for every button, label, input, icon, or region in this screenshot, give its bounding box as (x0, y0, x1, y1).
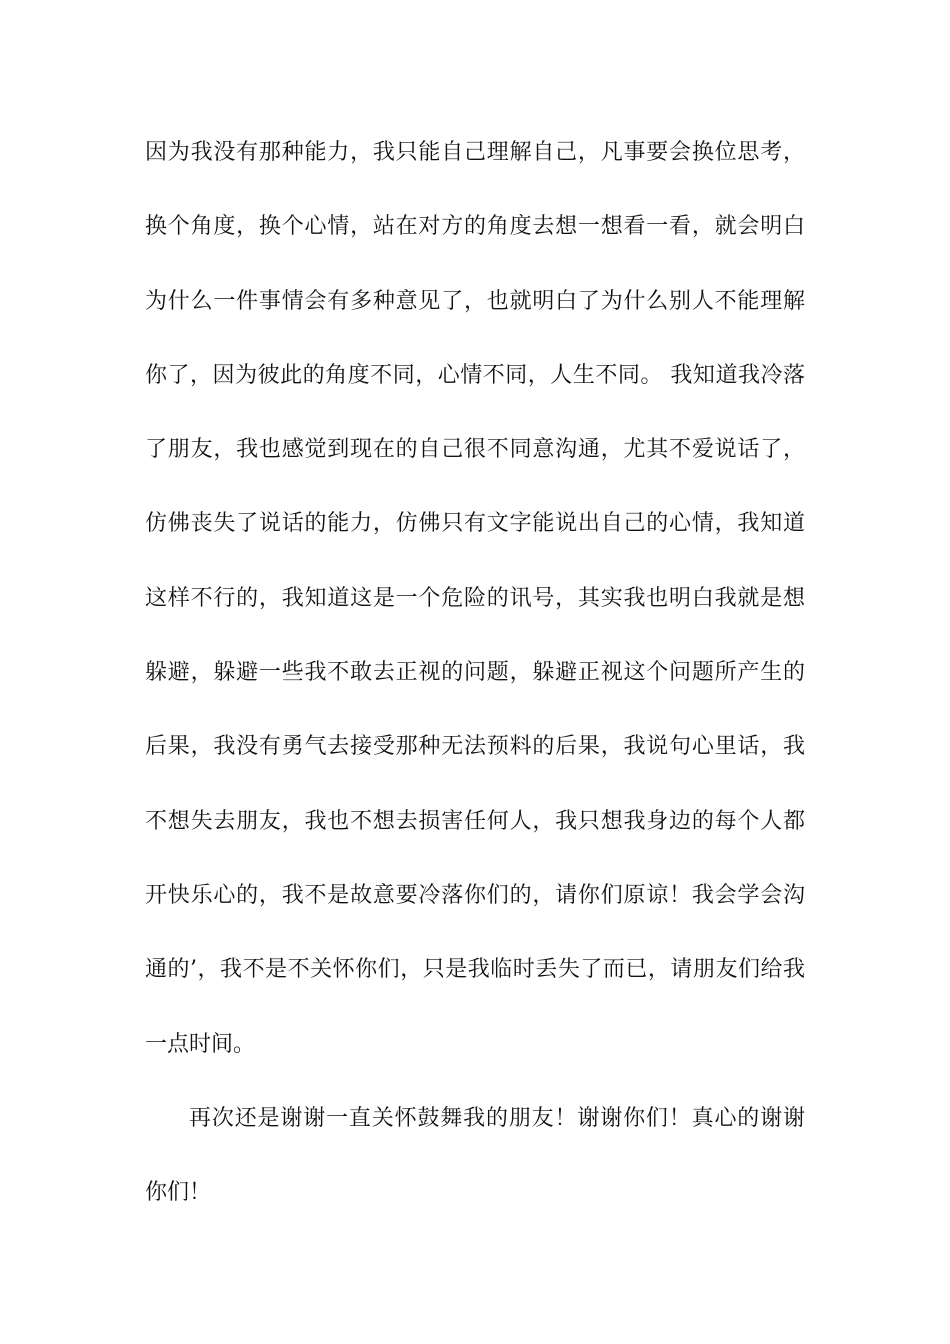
text-line: 开快乐心的，我不是故意要冷落你们的，请你们原谅！我会学会沟 (145, 882, 805, 908)
text-line: 这样不行的，我知道这是一个危险的讯号，其实我也明白我就是想 (145, 585, 805, 611)
text-line: 仿佛丧失了说话的能力，仿佛只有文字能说出自己的心情，我知道 (145, 511, 805, 537)
text-line: 换个角度，换个心情，站在对方的角度去想一想看一看，就会明白 (145, 214, 805, 240)
text-line: 你们！ (145, 1180, 212, 1206)
text-line: 一点时间。 (145, 1031, 256, 1057)
text-line: 躲避，躲避一些我不敢去正视的问题，躲避正视这个问题所产生的 (145, 660, 805, 686)
text-line: 你了，因为彼此的角度不同，心情不同，人生不同。 我知道我冷落 (145, 362, 805, 388)
text-line: 通的’，我不是不关怀你们，只是我临时丢失了而已，请朋友们给我 (145, 957, 805, 983)
text-line: 为什么一件事情会有多种意见了，也就明白了为什么别人不能理解 (145, 288, 805, 314)
body-text (145, 131, 805, 1245)
text-line: 后果，我没有勇气去接受那种无法预料的后果，我说句心里话，我 (145, 734, 805, 760)
text-line: 再次还是谢谢一直关怀鼓舞我的朋友！谢谢你们！真心的谢谢 (189, 1105, 805, 1131)
text-line: 因为我没有那种能力，我只能自己理解自己，凡事要会换位思考， (145, 140, 805, 165)
text-line: 了朋友，我也感觉到现在的自己很不同意沟通，尤其不爱说话了， (145, 437, 805, 463)
text-line: 不想失去朋友，我也不想去损害任何人，我只想我身边的每个人都 (145, 808, 805, 834)
